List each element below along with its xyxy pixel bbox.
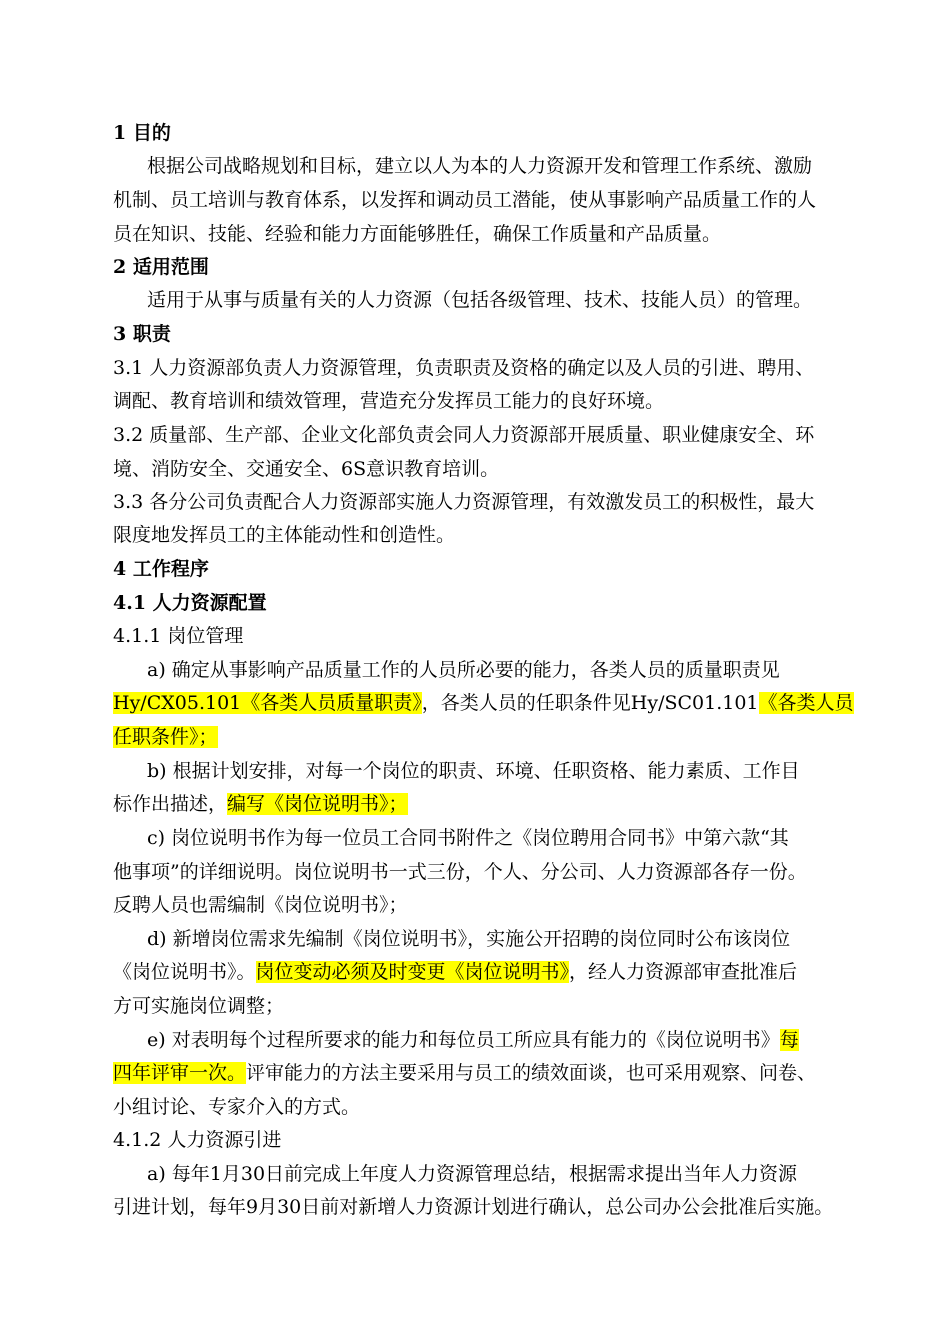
item-b-line: b) 根据计划安排，对每一个岗位的职责、环境、任职资格、能力素质、工作目 xyxy=(147,760,800,782)
section-2-heading: 2 适用范围 xyxy=(113,256,209,278)
paragraph-line: 3.3 各分公司负责配合人力资源部实施人力资源管理，有效激发员工的积极性，最大 xyxy=(113,491,815,513)
item-a-line xyxy=(113,687,854,720)
item-a-line: a) 确定从事影响产品质量工作的人员所必要的能力，各类人员的质量职责见 xyxy=(147,659,780,681)
section-3-heading: 3 职责 xyxy=(113,323,171,345)
highlight: 岗位变动必须及时变更《岗位说明书》 xyxy=(255,961,570,983)
paragraph-line: 机制、员工培训与教育体系，以发挥和调动员工潜能，使从事影响产品质量工作的人 xyxy=(113,189,817,211)
item-d-line: d) 新增岗位需求先编制《岗位说明书》，实施公开招聘的岗位同时公布该岗位 xyxy=(147,928,791,950)
highlight: 任职条件》； xyxy=(113,726,218,748)
item-a-line xyxy=(113,721,218,754)
highlight: 编写《岗位说明书》； xyxy=(227,793,408,815)
paragraph-line: 3.1 人力资源部负责人力资源管理，负责职责及资格的确定以及人员的引进、聘用、 xyxy=(113,357,815,379)
section-4-1-heading: 4.1 人力资源配置 xyxy=(113,592,267,614)
text-run: 标作出描述， xyxy=(113,793,228,815)
paragraph-line: 限度地发挥员工的主体能动性和创造性。 xyxy=(113,524,456,546)
text-run: 《岗位说明书》。 xyxy=(113,961,256,983)
text-run: ，经人力资源部审查批准后 xyxy=(569,961,798,983)
section-4-heading: 4 工作程序 xyxy=(113,558,209,580)
item-c-line: c) 岗位说明书作为每一位员工合同书附件之《岗位聘用合同书》中第六款“其 xyxy=(147,827,789,849)
highlight: 四年评审一次。 xyxy=(113,1062,247,1084)
item-e-line xyxy=(113,1057,816,1090)
section-4-1-2-heading: 4.1.2 人力资源引进 xyxy=(113,1129,282,1151)
text-run: 评审能力的方法主要采用与员工的绩效面谈，也可采用观察、问卷、 xyxy=(246,1062,817,1084)
paragraph-line: 适用于从事与质量有关的人力资源（包括各级管理、技术、技能人员）的管理。 xyxy=(147,289,813,311)
item-d-line: 方可实施岗位调整； xyxy=(113,995,285,1017)
text-run: e) 对表明每个过程所要求的能力和每位员工所应具有能力的《岗位说明书》 xyxy=(147,1029,780,1051)
section-4-1-1-heading: 4.1.1 岗位管理 xyxy=(113,625,244,647)
section-1-heading: 1 目的 xyxy=(113,122,171,144)
paragraph-line: 3.2 质量部、生产部、企业文化部负责会同人力资源部开展质量、职业健康安全、环 xyxy=(113,424,815,446)
highlight: Hy/CX05.101《各类人员质量职责》 xyxy=(113,692,422,714)
paragraph-line: 根据公司战略规划和目标，建立以人为本的人力资源开发和管理工作系统、激励 xyxy=(147,155,813,177)
item-d-line xyxy=(113,956,797,989)
item-b-line xyxy=(113,788,408,821)
item-c-line: 他事项”的详细说明。岗位说明书一式三份，个人、分公司、人力资源部各存一份。 xyxy=(113,861,807,883)
item-c-line: 反聘人员也需编制《岗位说明书》； xyxy=(113,894,408,916)
item-a2-line: a) 每年1月30日前完成上年度人力资源管理总结，根据需求提出当年人力资源 xyxy=(147,1163,798,1185)
paragraph-line: 调配、教育培训和绩效管理，营造充分发挥员工能力的良好环境。 xyxy=(113,390,665,412)
item-a2-line: 引进计划，每年9月30日前对新增人力资源计划进行确认，总公司办公会批准后实施。 xyxy=(113,1196,834,1218)
highlight: 《各类人员 xyxy=(758,692,854,714)
highlight: 每 xyxy=(779,1029,799,1051)
item-e-line: 小组讨论、专家介入的方式。 xyxy=(113,1096,361,1118)
item-e-line xyxy=(147,1024,799,1057)
paragraph-line: 境、消防安全、交通安全、6S意识教育培训。 xyxy=(113,458,500,480)
text-run: ，各类人员的任职条件见Hy/SC01.101 xyxy=(421,692,759,714)
paragraph-line: 员在知识、技能、经验和能力方面能够胜任，确保工作质量和产品质量。 xyxy=(113,223,722,245)
